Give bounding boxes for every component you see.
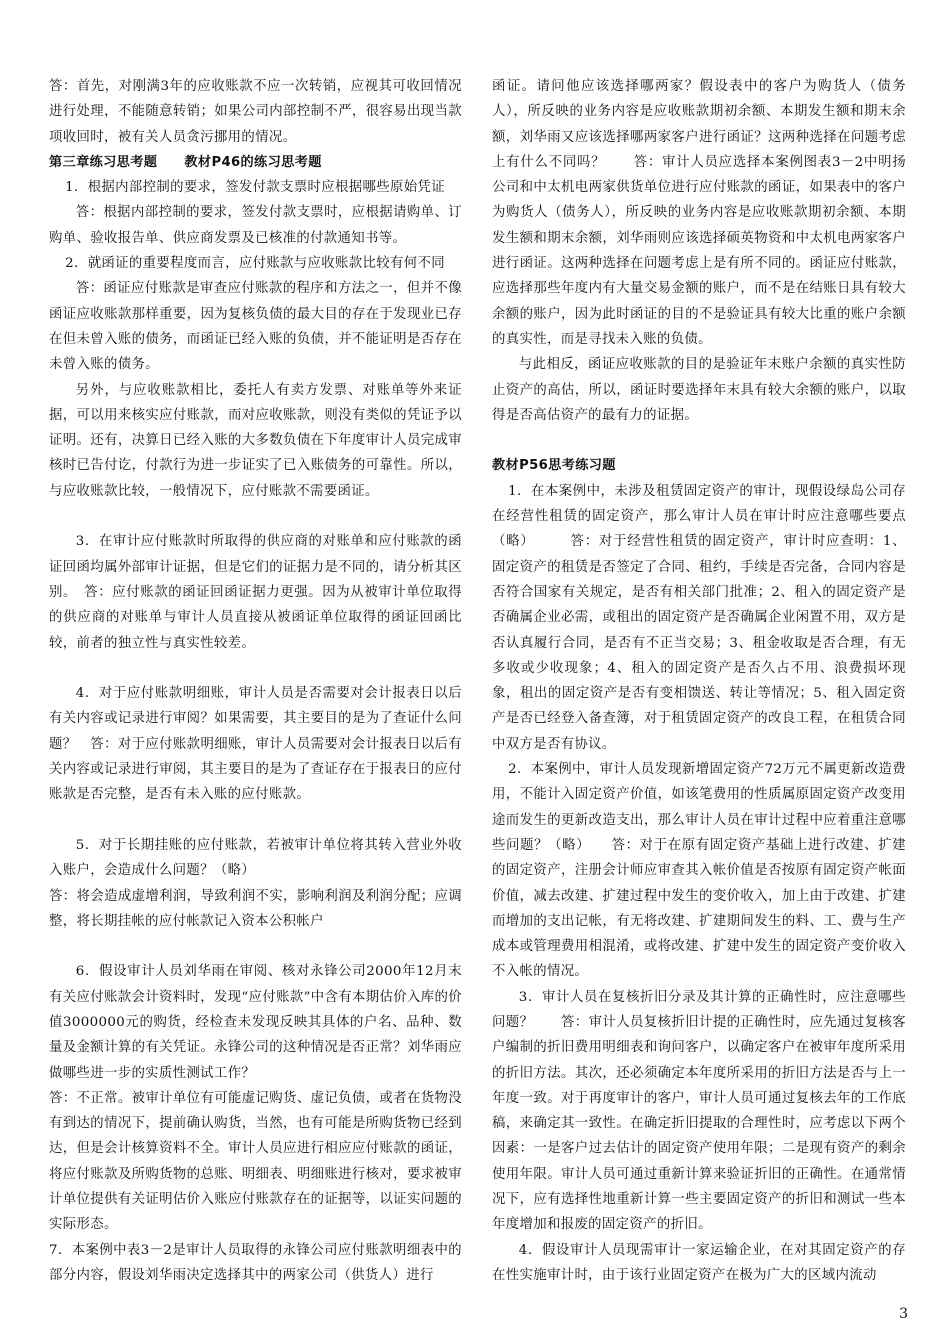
question-answer-p56-2: 2．本案例中，审计人员发现新增固定资产72万元不属更新改造费用，不能计入固定资产价值，如该笔费用的性质属原固定资产改变用途而发生的更新改造支出，那么审计人员在审计过程中应着重注意哪些问题？（略） 答：对于在原有固定资产基础上进行改建、扩建的固定资产，注册会计师应审查其入帐价值是否按原有固定资产帐面价值，减去改建、扩建过程中发生的变价收入，加上由于改建、扩建而增加的支出记帐，有无将改建、扩建期间发生的料、工、费与生产成本或管理费用相混淆，或将改建、扩建中发生的固定资产变价收入不入帐的情况。: [492, 762, 906, 980]
question-7-continued: 函证。请问他应该选择哪两家？假设表中的客户为购货人（债务人），所反映的业务内容是应收账款期初余额、本期发生额和期末余额，刘华雨又应该选择哪两家客户进行函证？这两种选择在问题考虑上有什么不同吗？ 答：审计人员应选择本案例图表3－2中明扬公司和中太机电两家供货单位进行应付账款的函证，如果表中的客户为购货人（债务人），所反映的业务内容是应收账款期初余额、本期发生额和期末余额，刘华雨则应该选择硕英物资和中太机电两家客户进行函证。这两种选择在问题考虑上是有所不同的。函证应付账款，应选择那些年度内有大量交易金额的账户，而不是在结账日具有较大余额的账户，因为此时函证的目的不是验证具有较大比重的账户余额的真实性，而是寻找未入账的负债。: [492, 79, 906, 347]
question-6: 6．假设审计人员刘华雨在审阅、核对永锋公司2000年12月末有关应付账款会计资料时，发现“应付账款”中含有本期估价入库的价值3000000元的购货，经检查未发现反映其具体的户名、品种、数量及金额计算的有关凭证。永锋公司的这种情况是否正常？刘华雨应做哪些进一步的实质性测试工作？: [49, 964, 462, 1081]
page-number: 3: [899, 1306, 908, 1322]
section-heading-p56: 教材P56思考练习题: [492, 458, 616, 474]
answer-paragraph: 答：首先，对刚满3年的应收账款不应一次转销，应视其可收回情况进行处理，不能随意转销；如果公司内部控制不严，很容易出现当款项收回时，被有关人员贪污挪用的情况。: [49, 79, 462, 145]
answer-2: 答：函证应付账款是审查应付账款的程序和方法之一，但并不像函证应收账款那样重要，因为复核负债的最大目的存在于发现业已存在但未曾入账的债务，而函证已经入账的负债，并不能证明是否存在未曾入账的债务。: [49, 281, 462, 373]
spacer: [49, 934, 462, 959]
spacer: [49, 656, 462, 681]
question-1: 1．根据内部控制的要求，签发付款支票时应根据哪些原始凭证: [65, 180, 445, 196]
right-column: [492, 74, 906, 1288]
spacer: [492, 428, 906, 453]
question-answer-4: 4．对于应付账款明细账，审计人员是否需要对会计报表日以后有关内容或记录进行审阅？如果需要，其主要目的是为了查证什么问题？ 答：对于应付账款明细账，审计人员需要对会计报表日以后有关内容或记录进行审阅，其主要目的是为了查证存在于报表日的应付账款是否完整，是否有未入账的应付账款。: [49, 686, 462, 803]
question-5: 5．对于长期挂账的应付账款，若被审计单位将其转入营业外收入账户，会造成什么问题？（略）: [49, 837, 462, 879]
question-answer-3: 3．在审计应付账款时所取得的供应商的对账单和应付账款的函证回函均属外部审计证据，但是它们的证据力是不同的，请分析其区别。 答：应付账款的函证回函证据力更强。因为从被审计单位取得的供应商的对账单与审计人员直接从被函证单位取得的函证回函比较，前者的独立性与真实性较差。: [49, 534, 462, 651]
question-answer-p56-1: 1．在本案例中，未涉及租赁固定资产的审计，现假设绿岛公司存在经营性租赁的固定资产，那么审计人员在审计时应注意哪些要点（略） 答：对于经营性租赁的固定资产，审计时应查明：1、固定资产的租赁是否签定了合同、租约，手续是否完备，合同内容是否符合国家有关规定，是否有相关部门批准；2、租入的固定资产是否确属企业必需，或租出的固定资产是否确属企业闲置不用，双方是否认真履行合同，是否有不正当交易；3、租金收取是否合理，有无多收或少收现象；4、租入的固定资产是否久占不用、浪费损坏现象，租出的固定资产是否有变相馈送、转让等情况；5、租入固定资产是否已经登入备查簿，对于租赁固定资产的改良工程，在租赁合同中双方是否有协议。: [492, 483, 906, 752]
question-2: 2．就函证的重要程度而言，应付账款与应收账款比较有何不同: [65, 256, 445, 272]
answer-5: 答：将会造成虚增利润，导致利润不实，影响利润及利润分配；应调整，将长期挂帐的应付帐款记入资本公积帐户: [49, 888, 462, 929]
answer-6: 答：不正常。被审计单位有可能虚记购货、虚记负债，或者在货物没有到达的情况下，提前确认购货，当然，也有可能是所购货物已经到达，但是会计核算资料不全。审计人员应进行相应应付账款的函证，将应付账款及所购货物的总账、明细表、明细账进行核对，要求被审计单位提供有关证明估价入账应付账款存在的证据等，以证实问题的实际形态。: [49, 1090, 462, 1233]
spacer: [49, 808, 462, 833]
question-7-start: 7．本案例中表3－2是审计人员取得的永锋公司应付账款明细表中的部分内容，假设刘华雨决定选择其中的两家公司（供货人）进行: [49, 1242, 462, 1283]
answer-1: 答：根据内部控制的要求，签发付款支票时，应根据请购单、订购单、验收报告单、供应商发票及已核准的付款通知书等。: [49, 205, 462, 246]
answer-2-continued: 另外，与应收账款相比，委托人有卖方发票、对账单等外来证据，可以用来核实应付账款，而对应收账款，则没有类似的凭证予以证明。还有，决算日已经入账的大多数负债在下年度审计人员完成审核时已告付讫，付款行为进一步证实了已入账债务的可靠性。所以，与应收账款比较，一般情况下，应付账款不需要函证。: [49, 382, 462, 499]
question-p56-4: 4．假设审计人员现需审计一家运输企业，在对其固定资产的存在性实施审计时，由于该行业固定资产在极为广大的区域内流动: [492, 1242, 906, 1283]
section-heading-chapter-3: 第三章练习思考题 教材P46的练习思考题: [49, 154, 322, 170]
left-column: [49, 74, 462, 1288]
spacer: [49, 504, 462, 529]
answer-7-continued: 与此相反，函证应收账款的目的是验证年末账户余额的真实性防止资产的高估，所以，函证时要选择年末具有较大余额的账户，以取得是否高估资产的最有力的证据。: [492, 357, 906, 423]
question-answer-p56-3: 3．审计人员在复核折旧分录及其计算的正确性时，应注意哪些问题？ 答：审计人员复核折旧计提的正确性时，应先通过复核客户编制的折旧费用明细表和询问客户，以确定客户在被审年度所采用的折旧方法。其次，还必须确定本年度所采用的折旧方法是否与上一年度一致。对于再度审计的客户，审计人员可通过复核去年的工作底稿，来确定其一致性。在确定折旧提取的合理性时，应考虑以下两个因素：一是客户过去估计的固定资产使用年限；二是现有资产的剩余使用年限。审计人员可通过重新计算来验证折旧的正确性。在通常情况下，应有选择性地重新计算一些主要固定资产的折旧和测试一些本年度增加和报废的固定资产的折旧。: [492, 989, 906, 1233]
